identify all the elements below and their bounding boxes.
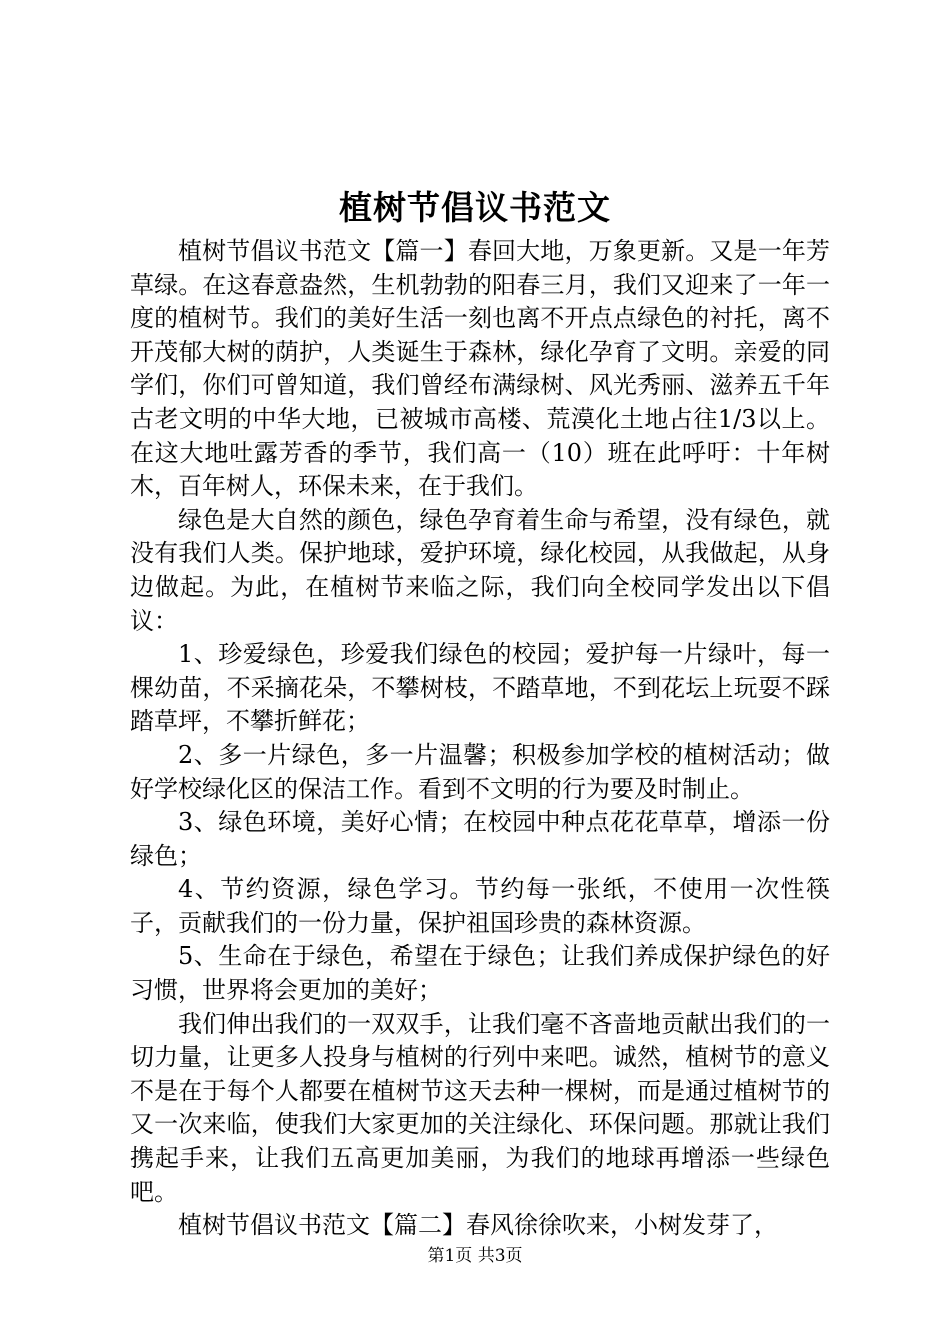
proposal-item-5: 5、生命在于绿色，希望在于绿色；让我们养成保护绿色的好习惯，世界将会更加的美好； — [130, 942, 830, 1005]
proposal-item-2: 2、多一片绿色，多一片温馨；积极参加学校的植树活动；做好学校绿化区的保洁工作。看到不文明的行为要及时制止。 — [130, 740, 830, 803]
page-title: 植树节倡议书范文 — [339, 188, 611, 227]
proposal-item-1: 1、珍爱绿色，珍爱我们绿色的校园；爱护每一片绿叶，每一棵幼苗，不采摘花朵，不攀树枝，不踏草地，不到花坛上玩耍不踩踏草坪，不攀折鲜花； — [130, 640, 830, 736]
paragraph-green: 绿色是大自然的颜色，绿色孕育着生命与希望，没有绿色，就没有我们人类。保护地球，爱护环境，绿化校园，从我做起，从身边做起。为此，在植树节来临之际，我们向全校同学发出以下倡议： — [130, 505, 830, 635]
proposal-item-3: 3、绿色环境，美好心情；在校园中种点花花草草，增添一份绿色； — [130, 808, 830, 870]
paragraph-intro: 植树节倡议书范文【篇一】春回大地，万象更新。又是一年芳草绿。在这春意盎然，生机勃勃的阳春三月，我们又迎来了一年一度的植树节。我们的美好生活一刻也离不开点点绿色的衬托，离不开茂郁大树的荫护，人类诞生于森林，绿化孕育了文明。亲爱的同学们，你们可曾知道，我们曾经布满绿树、风光秀丽、滋养五千年古老文明的中华大地，已被城市高楼、荒漠化土地占往1/3以上。在这大地吐露芳香的季节，我们高一（10）班在此呼吁：十年树木，百年树人，环保未来，在于我们。 — [130, 237, 830, 501]
page-number: 第1页 共3页 — [427, 1246, 523, 1266]
paragraph-part-two: 植树节倡议书范文【篇二】春风徐徐吹来，小树发芽了， — [178, 1211, 778, 1240]
document-body — [130, 235, 830, 1243]
paragraph-closing: 我们伸出我们的一双双手，让我们毫不吝啬地贡献出我们的一切力量，让更多人投身与植树的行列中来吧。诚然，植树节的意义不是在于每个人都要在植树节这天去种一棵树，而是通过植树节的又一次来临，使我们大家更加的关注绿化、环保问题。那就让我们携起手来，让我们五高更加美丽，为我们的地球再增添一些绿色吧。 — [130, 1009, 830, 1206]
proposal-item-4: 4、节约资源，绿色学习。节约每一张纸，不使用一次性筷子，贡献我们的一份力量，保护祖国珍贵的森林资源。 — [130, 875, 830, 937]
